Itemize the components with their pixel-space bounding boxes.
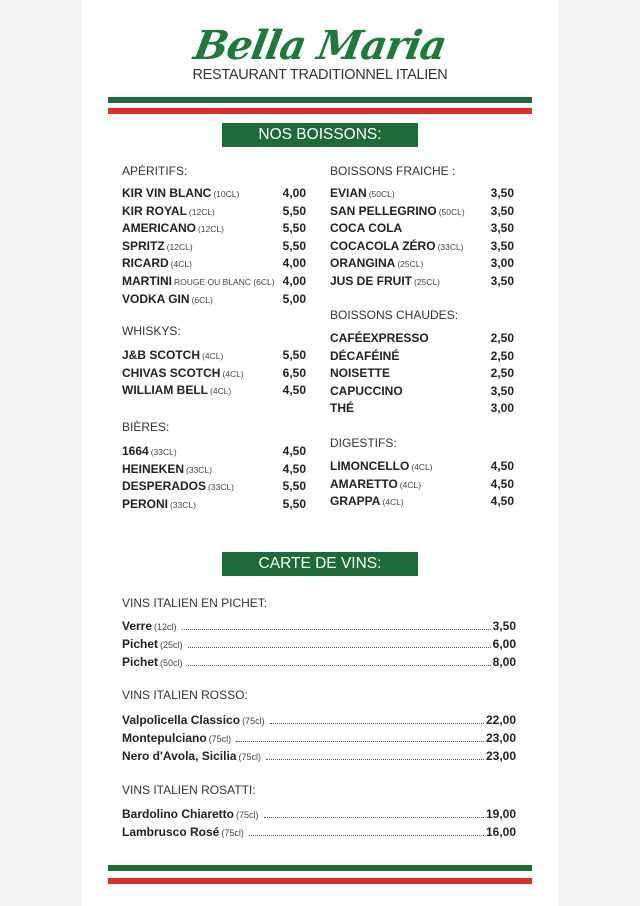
menu-item (122, 653, 516, 671)
item-name: Lambrusco Rosé (122, 825, 220, 839)
item-price: 4,00 (282, 256, 306, 271)
item-volume: (10CL) (213, 189, 240, 199)
item-volume: ROUGE OU BLANC (6CL) (174, 276, 275, 287)
dot-leader (270, 723, 484, 724)
item-label (122, 443, 177, 461)
item-price: 23,00 (485, 749, 516, 763)
menu-item (122, 747, 516, 765)
item-volume: (25cl) (160, 640, 183, 650)
list-fraiche (330, 185, 514, 291)
item-price: 5,50 (282, 479, 306, 494)
item-price: 5,50 (282, 221, 306, 236)
item-price: 3,50 (490, 273, 514, 288)
item-label (330, 330, 431, 348)
item-name: AMARETTO (330, 476, 398, 491)
item-name: COCACOLA ZÉRO (330, 238, 436, 253)
list-rosatti (122, 805, 516, 841)
item-name: SPRITZ (122, 238, 165, 253)
menu-item (122, 496, 306, 514)
item-price: 4,50 (490, 476, 514, 491)
item-name: WILLIAM BELL (122, 383, 208, 398)
item-name: COCA COLA (330, 221, 403, 236)
item-price: 23,00 (485, 731, 516, 745)
list-bieres (122, 443, 306, 513)
item-name: 1664 (122, 444, 149, 458)
item-name: RICARD (122, 256, 169, 271)
menu-item (122, 729, 516, 747)
item-name: Nero d'Avola, Sicilia (122, 749, 237, 763)
item-volume: (4CL) (222, 368, 244, 379)
menu-item (122, 291, 306, 309)
item-name: Valpolicella Classico (122, 713, 241, 727)
item-volume: (75cl) (236, 810, 259, 820)
menu-item (122, 443, 306, 461)
item-price: 3,50 (490, 203, 514, 218)
item-price: 16,00 (485, 825, 516, 839)
item-name: Bardolino Chiaretto (122, 807, 235, 821)
item-label (122, 238, 193, 256)
item-label (330, 185, 395, 203)
list-digestifs (330, 458, 514, 511)
item-label (122, 478, 234, 496)
item-label (330, 238, 464, 256)
item-volume: (75cl) (208, 734, 232, 744)
menu-item (122, 382, 306, 400)
item-price: 2,50 (490, 348, 514, 363)
item-volume: (25CL) (414, 276, 440, 287)
item-price: 8,00 (492, 655, 516, 669)
item-label (122, 496, 196, 514)
item-price: 4,00 (282, 186, 306, 200)
dot-leader (236, 741, 484, 742)
item-label (330, 458, 433, 476)
item-volume: (33CL) (150, 447, 177, 457)
menu-item (330, 458, 514, 476)
menu-item (330, 383, 514, 401)
item-name: KIR VIN BLANC (122, 186, 212, 200)
item-label (330, 476, 421, 494)
menu-item (122, 220, 306, 238)
item-price: 4,50 (490, 494, 514, 509)
item-name: Verre (122, 619, 153, 633)
section-title-fraiche: BOISSONS FRAICHE : (330, 164, 456, 178)
item-label (330, 220, 404, 238)
item-label (122, 461, 212, 479)
item-price: 5,50 (282, 203, 306, 218)
item-label (330, 255, 423, 273)
divider-green (108, 97, 532, 103)
item-volume: (75cl) (221, 828, 244, 838)
section-title-digestifs: DIGESTIFS: (330, 436, 397, 450)
menu-item (122, 365, 306, 383)
item-name: KIR ROYAL (122, 203, 187, 218)
item-name: JUS DE FRUIT (330, 273, 413, 288)
item-price: 4,50 (282, 461, 306, 476)
item-name: MARTINI (122, 273, 172, 288)
menu-item (330, 348, 514, 366)
item-price: 6,00 (492, 637, 516, 651)
item-volume: (12cl) (154, 622, 177, 632)
item-price: 3,50 (490, 383, 514, 398)
menu-item (330, 273, 514, 291)
item-name: GRAPPA (330, 494, 381, 509)
item-name: Pichet (122, 637, 159, 651)
item-name: CAFÉEXPRESSO (330, 331, 429, 345)
item-volume: (4CL) (202, 351, 224, 361)
list-whiskys (122, 347, 306, 400)
section-title-whiskys: WHISKYS: (122, 324, 181, 338)
item-price: 4,50 (282, 383, 306, 398)
item-price: 19,00 (485, 807, 516, 821)
item-volume: (12CL) (166, 241, 193, 252)
item-label (330, 203, 465, 221)
item-price: 3,00 (490, 256, 514, 271)
item-label (122, 382, 231, 400)
dot-leader (266, 759, 484, 760)
item-volume: (4CL) (411, 462, 433, 472)
section-title-pichet: VINS ITALIEN EN PICHET: (122, 596, 268, 610)
item-label (330, 493, 404, 511)
item-price: 5,00 (282, 291, 306, 306)
item-price: 5,50 (282, 238, 306, 253)
item-price: 22,00 (485, 713, 516, 727)
item-volume: (12CL) (198, 224, 224, 235)
item-price: 5,50 (282, 348, 306, 362)
section-title-bieres: BIÈRES: (122, 420, 170, 434)
menu-item (122, 347, 306, 365)
item-label (122, 291, 213, 309)
menu-item (122, 478, 306, 496)
item-name: SAN PELLEGRINO (330, 203, 437, 218)
item-volume: (33CL) (437, 241, 464, 252)
item-price: 3,00 (490, 401, 514, 416)
item-name: ORANGINA (330, 256, 396, 271)
footer-divider-green (108, 865, 532, 871)
item-price: 3,50 (490, 238, 514, 253)
menu-item (122, 203, 306, 221)
item-volume: (6CL) (191, 294, 213, 305)
item-label (330, 383, 405, 401)
item-name: LIMONCELLO (330, 459, 410, 473)
list-pichet (122, 617, 516, 671)
item-label (330, 400, 356, 418)
heading-boissons: NOS BOISSONS: (222, 123, 418, 147)
item-price: 3,50 (490, 186, 514, 200)
dot-leader (188, 647, 491, 648)
list-rosso (122, 711, 516, 765)
divider-red (108, 108, 532, 114)
section-title-rosatti: VINS ITALIEN ROSATTI: (122, 783, 256, 797)
item-volume: (4CL) (382, 497, 404, 508)
item-volume: (25CL) (397, 259, 424, 270)
menu-item (330, 365, 514, 383)
menu-item (122, 255, 306, 273)
menu-item (122, 635, 516, 653)
item-volume: (75cl) (242, 716, 265, 726)
heading-vins: CARTE DE VINS: (222, 552, 418, 576)
item-price: 3,50 (492, 619, 516, 633)
item-name: Pichet (122, 655, 159, 669)
item-label (122, 347, 223, 365)
item-label (122, 220, 224, 238)
item-name: DESPERADOS (122, 479, 207, 494)
item-name: AMERICANO (122, 221, 196, 236)
dot-leader (264, 817, 484, 818)
item-name: VODKA GIN (122, 291, 190, 306)
item-price: 4,00 (282, 273, 306, 288)
item-label (122, 203, 215, 221)
item-volume: (4CL) (170, 259, 192, 270)
item-volume: (75cl) (238, 752, 261, 762)
item-label (330, 348, 401, 366)
item-label (122, 273, 275, 291)
restaurant-subtitle: RESTAURANT TRADITIONNEL ITALIEN (192, 67, 448, 83)
menu-item (330, 476, 514, 494)
section-title-aperitifs: APÉRITIFS: (122, 164, 188, 178)
item-price: 4,50 (282, 444, 306, 458)
item-name: HEINEKEN (122, 461, 185, 476)
item-name: EVIAN (330, 186, 367, 200)
item-label (330, 273, 440, 291)
item-name: CAPUCCINO (330, 383, 403, 398)
menu-item (330, 493, 514, 511)
item-volume: (12CL) (188, 206, 215, 217)
item-label (122, 255, 192, 273)
menu-item (330, 238, 514, 256)
item-name: DÉCAFÉINÉ (330, 348, 400, 363)
item-price: 2,50 (490, 366, 514, 381)
item-volume: (33CL) (208, 482, 235, 493)
item-name: J&B SCOTCH (122, 348, 201, 362)
menu-item (122, 185, 306, 203)
menu-item (122, 461, 306, 479)
menu-item (330, 400, 514, 418)
item-volume: (50cl) (160, 658, 183, 668)
item-price: 5,50 (282, 496, 306, 511)
item-price: 4,50 (490, 459, 514, 473)
menu-item (330, 330, 514, 348)
item-name: CHIVAS SCOTCH (122, 365, 221, 380)
dot-leader (182, 629, 491, 630)
item-name: THÉ (330, 401, 354, 416)
menu-item (330, 255, 514, 273)
menu-item (330, 220, 514, 238)
item-name: Montepulciano (122, 731, 207, 745)
item-price: 2,50 (490, 331, 514, 345)
item-volume: (4CL) (399, 479, 422, 490)
logo: Bella Maria (190, 22, 450, 69)
item-volume: (4CL) (209, 386, 232, 397)
menu-item (122, 238, 306, 256)
menu-item (122, 617, 516, 635)
dot-leader (188, 665, 491, 666)
item-label (330, 365, 392, 383)
item-price: 3,50 (490, 221, 514, 236)
menu-item (122, 273, 306, 291)
list-chaudes (330, 330, 514, 418)
item-volume: (33CL) (170, 499, 196, 510)
menu-item (330, 203, 514, 221)
item-price: 6,50 (282, 365, 306, 380)
menu-item (122, 711, 516, 729)
item-volume: (50CL) (438, 206, 465, 217)
section-title-rosso: VINS ITALIEN ROSSO: (122, 688, 248, 702)
item-label (122, 185, 239, 203)
item-volume: (33CL) (186, 464, 212, 475)
item-volume: (50CL) (368, 189, 395, 199)
item-label (122, 365, 244, 383)
item-name: PERONI (122, 496, 169, 511)
footer-divider-red (108, 878, 532, 884)
menu-item (122, 823, 516, 841)
menu-item (122, 805, 516, 823)
dot-leader (249, 835, 484, 836)
item-name: NOISETTE (330, 366, 391, 381)
menu-item (330, 185, 514, 203)
list-aperitifs (122, 185, 306, 308)
section-title-chaudes: BOISSONS CHAUDES: (330, 308, 459, 322)
